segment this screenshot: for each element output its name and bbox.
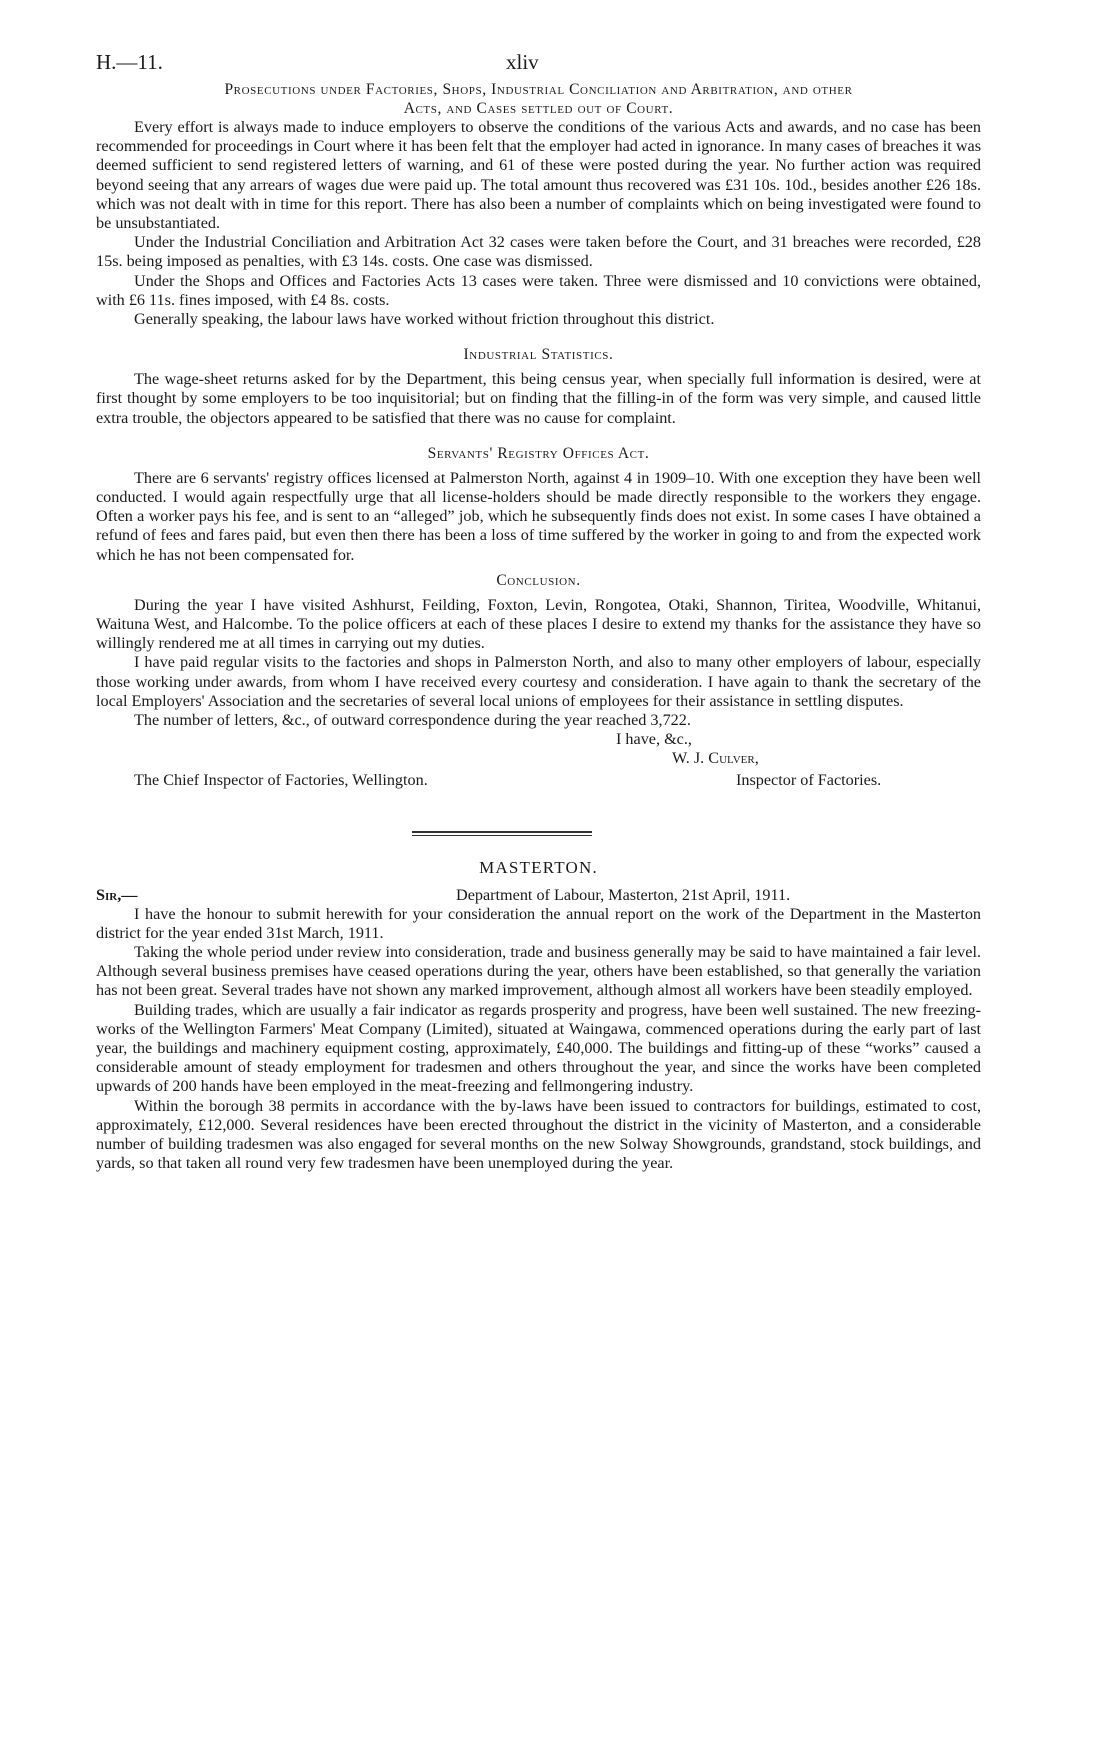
paragraph: The wage-sheet returns asked for by the Department, this being census year, when specially full information is desired, were at first thought by some employers to be too inquisitorial; but on finding that the filling-in of the form was very simple, and caused little extra trouble, the objectors appeared to be satisfied that there was no cause for complaint. [96, 370, 981, 427]
closing-row [96, 769, 981, 791]
paragraph: Within the borough 38 permits in accordance with the by-laws have been issued to contractors for buildings, estimated to cost, approximately, £12,000. Several residences have been erected throughout the district in the vicinity of Masterton, and a considerable number of building tradesmen was also engaged for several months on the new Solway Showgrounds, grandstand, stock buildings, and yards, so that taken all round very few tradesmen have been unemployed during the year. [96, 1096, 981, 1173]
page-header [96, 50, 981, 80]
salutation: Sir,— [96, 885, 138, 904]
paragraph: During the year I have visited Ashhurst, Feilding, Foxton, Levin, Rongotea, Otaki, Shannon, Tiritea, Woodville, Whitanui, Waituna West, and Halcombe. To the police officers at each of these places I desire to extend my thanks for the assistance they have so willingly rendered me at all times in carrying out my duties. [96, 595, 981, 653]
page-reference: H.—11. [96, 50, 163, 74]
sign-off: I have, &c., [616, 730, 692, 749]
address-line: Department of Labour, Masterton, 21st April, 1911. [456, 885, 791, 904]
section-servants [96, 444, 981, 565]
statistics-heading: Industrial Statistics. [463, 346, 614, 364]
signatory-title: Inspector of Factories. [736, 770, 882, 789]
sign-off-row [96, 730, 981, 749]
paragraph: Under the Industrial Conciliation and Arbitration Act 32 cases were taken before the Court, and 31 breaches were recorded, £28 15s. being imposed as penalties, with £3 14s. costs. One case was dismissed. [96, 233, 981, 271]
section-divider [96, 791, 981, 857]
conclusion-heading: Conclusion. [496, 571, 581, 589]
paragraph: Generally speaking, the labour laws have worked without friction throughout this district. [134, 310, 715, 329]
document-page [96, 50, 981, 1174]
addressee: The Chief Inspector of Factories, Wellington. [134, 770, 428, 789]
divider-rule [412, 831, 592, 836]
paragraph: Every effort is always made to induce employers to observe the conditions of the various Acts and awards, and no case has been recommended for proceedings in Court where it has been felt that the employer had acted in ignorance. In many cases of breaches it was deemed sufficient to send registered letters of warning, and 61 of these were posted during the year. No further action was required beyond seeing that any arrears of wages due were paid up. The total amount thus recovered was £31 10s. 10d., besides another £26 18s. which was not dealt with in time for this report. There has also been a number of complaints which on being investigated were found to be unsubstantiated. [96, 118, 981, 233]
signatory-name: W. J. Culver, [672, 749, 759, 768]
masterton-title: MASTERTON. [479, 857, 598, 877]
paragraph: I have the honour to submit herewith for your consideration the annual report on the work of the Department in the Masterton district for the year ended 31st March, 1911. [96, 904, 981, 942]
prosecutions-heading-line1: Prosecutions under Factories, Shops, Industrial Conciliation and Arbitration, and other [224, 81, 853, 98]
salutation-row [96, 885, 981, 905]
section-masterton [96, 857, 981, 1174]
paragraph: I have paid regular visits to the factories and shops in Palmerston North, and also to many other employers of labour, especially those working under awards, from whom I have received every courtesy and consideration. I have again to thank the secretary of the local Employers' Association and the secretaries of several local unions of employees for their assistance in settling disputes. [96, 653, 981, 710]
paragraph: There are 6 servants' registry offices licensed at Palmerston North, against 4 in 1909–10. With one exception they have been well conducted. I would again respectfully urge that all license-holders should be made directly responsible to the workers they engage. Often a worker pays his fee, and is sent to an “alleged” job, which he subsequently finds does not exist. In some cases I have obtained a refund of fees and fares paid, but even then there has been a loss of time suffered by the worker in going to and from the expected work which he has not been compensated for. [96, 468, 981, 564]
paragraph: Under the Shops and Offices and Factories Acts 13 cases were taken. Three were dismissed and 10 convictions were obtained, with £6 11s. fines imposed, with £4 8s. costs. [96, 271, 981, 309]
paragraph: Building trades, which are usually a fair indicator as regards prosperity and progress, have been well sustained. The new freezing-works of the Wellington Farmers' Meat Company (Limited), situated at Waingawa, commenced operations during the early part of last year, the buildings and machinery equipment costing, approximately, £40,000. The buildings and fitting-up of these “works” caused a considerable amount of steady employment for tradesmen and others throughout the year, and since the works have been completed upwards of 200 hands have been employed in the meat-freezing and fellmongering industry. [96, 1000, 981, 1096]
section-conclusion [96, 571, 981, 791]
section-prosecutions [96, 80, 981, 329]
section-statistics [96, 345, 981, 428]
page-number: xliv [506, 50, 539, 74]
paragraph: Taking the whole period under review into consideration, trade and business generally may be said to have maintained a fair level. Although several business premises have ceased operations during the year, others have been established, so that generally the variation has not been great. Several trades have not shown any marked improvement, although almost all workers have been steadily employed. [96, 943, 981, 1000]
prosecutions-heading-line2: Acts, and Cases settled out of Court. [403, 100, 674, 117]
paragraph: The number of letters, &c., of outward correspondence during the year reached 3,722. [134, 711, 691, 730]
servants-heading: Servants' Registry Offices Act. [427, 444, 650, 462]
signatory-row [96, 749, 981, 768]
